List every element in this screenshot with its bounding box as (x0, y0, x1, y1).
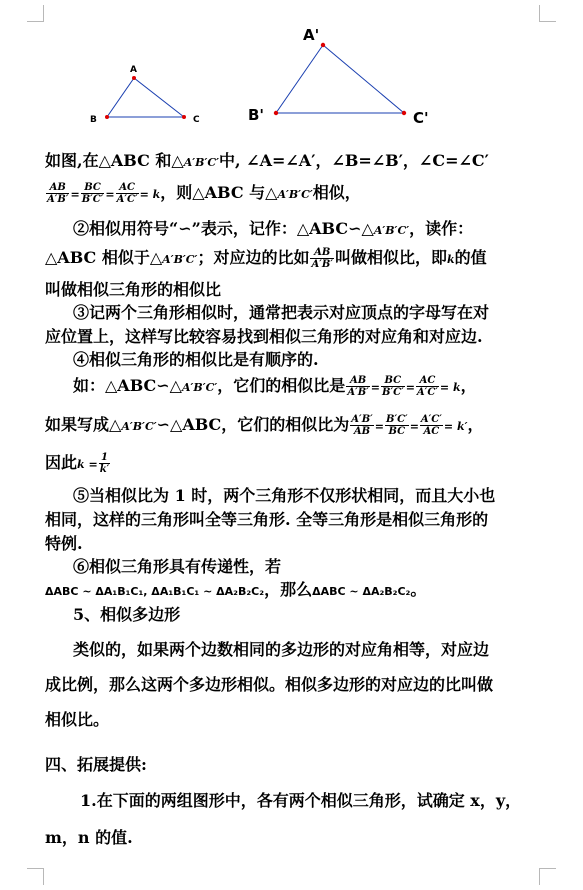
text-line: 特例. (45, 534, 83, 553)
text-line: ⑥相似三角形具有传递性，若 (73, 557, 282, 576)
fraction: $\frac{BC}{B'C'}$ (382, 375, 404, 398)
triangle-a-prime-b-prime-c-prime (248, 26, 429, 127)
text-line: 相同，这样的三角形叫全等三角形. 全等三角形是相似三角形的 (45, 510, 489, 529)
text-line: 相似比。 (45, 710, 110, 729)
text-line: ΔABC ~ ΔA₁B₁C₁, ΔA₁B₁C₁ ~ ΔA₂B₂C₂，那么ΔABC ~ ΔA₂B₂C₂。 (45, 580, 427, 599)
fraction: $\frac{AB}{A'B'}$ (347, 375, 369, 398)
similar-triangles-figure (0, 0, 583, 140)
text-line: 因此k = $\frac{1}{k'}$ (45, 452, 110, 475)
text-line: $\frac{AB}{A'B'}$ = $\frac{BC}{B'C'}$ = $\frac{AC}{A'C'}$ = k，则△ABC 与△A′B′C′相似， (47, 182, 361, 205)
section-heading: 5、相似多边形 (73, 605, 181, 624)
text-line: 如：△ABC∽△A′B′C′，它们的相似比是 $\frac{AB}{A'B'}$ = $\frac{BC}{B'C'}$ = $\frac{AC}{A'C'}$ = k， (73, 375, 477, 398)
page-corner-mark (27, 868, 44, 885)
fraction: $\frac{AC}{A'C'}$ (416, 375, 438, 398)
text-line: 如果写成△A′B′C′∽△ABC，它们的相似比为 $\frac{A'B'}{AB}$ = $\frac{B'C'}{BC}$ = $\frac{A'C'}{AC}$ = k′， (45, 414, 484, 437)
vertex-label-c: C (193, 115, 200, 125)
fraction: $\frac{BC}{B'C'}$ (81, 182, 104, 205)
vertex-label-a-prime: A' (303, 26, 320, 44)
text-line: 1.在下面的两组图形中，各有两个相似三角形，试确定 x，y， (80, 791, 522, 810)
text-line: 成比例，那么这两个多边形相似。相似多边形的对应边的比叫做 (45, 675, 494, 694)
fraction: $\frac{AC}{A'C'}$ (116, 182, 138, 205)
fraction: $\frac{A'B'}{AB}$ (351, 414, 373, 437)
fraction: $\frac{AB}{A'B'}$ (311, 247, 333, 270)
triangle-abc (90, 65, 200, 125)
text-line: 叫做相似三角形的相似比 (45, 280, 222, 299)
text-line: ③记两个三角形相似时，通常把表示对应顶点的字母写在对 (73, 303, 490, 322)
vertex-label-c-prime: C' (413, 109, 429, 127)
section-heading: 四、拓展提供: (45, 755, 147, 774)
vertex-label-b-prime: B' (248, 106, 265, 124)
fraction: $\frac{1}{k'}$ (99, 452, 110, 475)
fraction: $\frac{AB}{A'B'}$ (47, 182, 69, 205)
text-line: △ABC 相似于△A′B′C′；对应边的比如 $\frac{AB}{A'B'}$ 叫做相似比，即k的值 (45, 247, 487, 270)
text-line: ④相似三角形的相似比是有顺序的. (73, 350, 319, 369)
vertex-label-b: B (90, 115, 97, 125)
vertex-label-a: A (130, 65, 137, 75)
text-line: 如图,在△ABC 和△A′B′C′中, ∠A=∠A′，∠B=∠B′，∠C=∠C′ (45, 151, 489, 170)
text-line: ⑤当相似比为 1 时，两个三角形不仅形状相同，而且大小也 (73, 486, 496, 505)
text-line: ②相似用符号“∽”表示，记作：△ABC∽△A′B′C′，读作： (73, 219, 474, 238)
text-line: 应位置上，这样写比较容易找到相似三角形的对应角和对应边. (45, 327, 483, 346)
fraction: $\frac{B'C'}{BC}$ (386, 414, 408, 437)
text-line: m，n 的值. (45, 828, 133, 847)
text-line: 类似的，如果两个边数相同的多边形的对应角相等，对应边 (73, 640, 490, 659)
fraction: $\frac{A'C'}{AC}$ (420, 414, 442, 437)
page-corner-mark (539, 868, 556, 885)
